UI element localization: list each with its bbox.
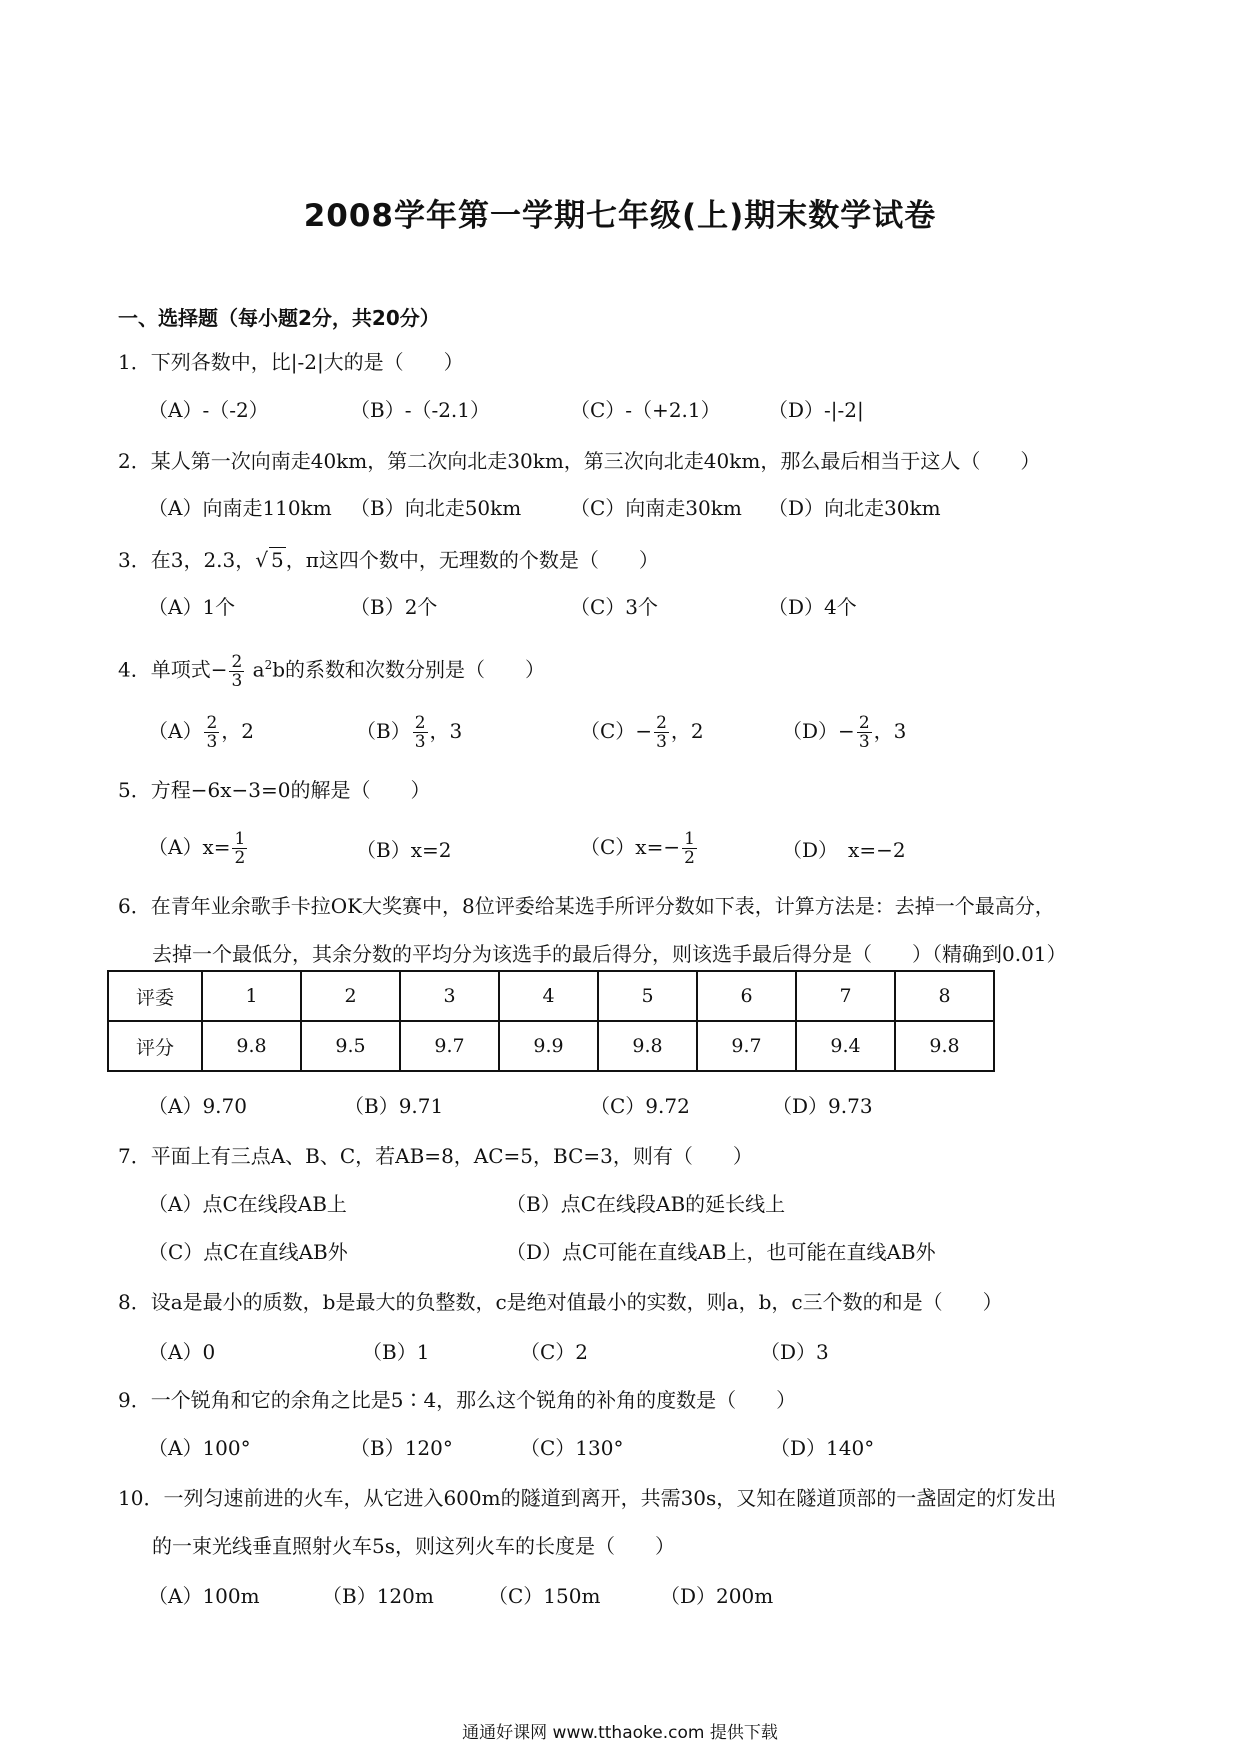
q10-option-b: （B）120m (322, 1584, 434, 1608)
row-header-judge: 评委 (108, 971, 202, 1021)
q5-option-c (580, 830, 699, 867)
option-sign: − (635, 719, 653, 743)
frac-numerator: 2 (231, 651, 243, 672)
question-2-stem: 2．某人第一次向南走40km，第二次向北走30km，第三次向北走40km，那么最后相当于这人（ ） (118, 449, 1041, 473)
table-cell: 4 (499, 971, 598, 1021)
q9-option-c: （C）130° (520, 1436, 624, 1460)
q1-option-b: （B）-（-2.1） (350, 398, 491, 422)
q1-option-c: （C）-（+2.1） (570, 398, 721, 422)
q4-stem-suffix: b的系数和次数分别是（ ） (272, 657, 546, 682)
q10-option-d: （D）200m (660, 1584, 774, 1608)
table-row-scores (108, 1021, 994, 1071)
scores-table (107, 970, 995, 1072)
q10-option-a: （A）100m (148, 1584, 260, 1608)
table-cell: 3 (400, 971, 499, 1021)
question-8-stem: 8．设a是最小的质数，b是最大的负整数，c是绝对值最小的实数，则a，b，c三个数的和是（ ） (118, 1290, 1003, 1314)
q4-option-b (356, 714, 462, 751)
frac-denominator: 3 (231, 670, 243, 691)
q6-option-c: （C）9.72 (590, 1094, 690, 1118)
question-7-stem: 7．平面上有三点A、B、C，若AB=8，AC=5，BC=3，则有（ ） (118, 1144, 753, 1168)
q6-option-d: （D）9.73 (772, 1094, 873, 1118)
option-sign: − (838, 719, 855, 743)
table-cell: 9.9 (499, 1021, 598, 1071)
q3-stem-prefix: 3．在3，2.3， (118, 548, 256, 572)
q4-option-c (580, 714, 704, 751)
q7-option-a: （A）点C在线段AB上 (148, 1192, 347, 1216)
option-label: （D） (782, 719, 839, 743)
frac-numerator: 2 (206, 713, 218, 733)
table-cell: 6 (697, 971, 796, 1021)
option-tail: ，2 (221, 719, 255, 743)
q2-option-a: （A）向南走110km (148, 496, 332, 520)
table-cell: 9.4 (796, 1021, 895, 1071)
option-label: （B） (356, 719, 411, 743)
question-5-stem: 5．方程−6x−3=0的解是（ ） (118, 778, 431, 802)
frac-denominator: 3 (656, 732, 667, 752)
footer-credit: 通通好课网 www.tthaoke.com 提供下载 (462, 1723, 778, 1743)
frac-denominator: 3 (414, 732, 426, 752)
frac-numerator: 1 (684, 829, 695, 849)
option-fraction (413, 714, 428, 751)
option-label: （C） (580, 719, 636, 743)
frac-denominator: 2 (684, 848, 695, 868)
q6-option-b: （B）9.71 (344, 1094, 444, 1118)
option-fraction (204, 714, 219, 751)
q8-option-d: （D）3 (760, 1340, 829, 1364)
table-cell: 2 (301, 971, 400, 1021)
section-heading: 一、选择题（每小题2分，共20分） (118, 306, 440, 330)
option-tail: ，3 (873, 719, 907, 743)
question-4-stem (118, 651, 545, 690)
q5-option-b: （B）x=2 (356, 838, 452, 862)
row-header-score: 评分 (108, 1021, 202, 1071)
frac-numerator: 1 (234, 829, 246, 849)
q8-option-b: （B）1 (362, 1340, 430, 1364)
q1-option-d: （D）-|-2| (768, 398, 864, 422)
page-title: 2008学年第一学期七年级(上)期末数学试卷 (303, 198, 937, 234)
q4-option-a (148, 714, 254, 751)
sqrt-radicand: 5 (271, 548, 284, 572)
q4-exponent: 2 (264, 658, 273, 672)
option-label: （C）x=− (580, 835, 681, 859)
q9-option-b: （B）120° (350, 1436, 453, 1460)
q3-option-b: （B）2个 (350, 595, 438, 619)
option-label: （A）x= (148, 835, 231, 859)
q7-option-b: （B）点C在线段AB的延长线上 (506, 1192, 786, 1216)
table-cell: 9.8 (202, 1021, 301, 1071)
table-cell: 8 (895, 971, 994, 1021)
q1-option-a: （A）-（-2） (148, 398, 269, 422)
option-label: （A） (148, 719, 203, 743)
table-cell: 5 (598, 971, 697, 1021)
q3-stem-suffix: ，π这四个数中，无理数的个数是（ ） (285, 548, 659, 572)
table-cell: 9.7 (697, 1021, 796, 1071)
q2-option-c: （C）向南走30km (570, 496, 742, 520)
frac-denominator: 3 (206, 732, 218, 752)
frac-numerator: 2 (414, 713, 426, 733)
question-10-stem-cont: 的一束光线垂直照射火车5s，则这列火车的长度是（ ） (152, 1534, 675, 1558)
question-9-stem: 9．一个锐角和它的余角之比是5∶4，那么这个锐角的补角的度数是（ ） (118, 1388, 797, 1412)
option-tail: ，2 (670, 719, 704, 743)
question-3-stem (118, 546, 659, 574)
frac-denominator: 3 (858, 732, 870, 752)
option-fraction (232, 830, 247, 867)
q3-option-c: （C）3个 (570, 595, 659, 619)
frac-numerator: 2 (858, 713, 870, 733)
q3-option-a: （A）1个 (148, 595, 236, 619)
question-6-stem: 6．在青年业余歌手卡拉OK大奖赛中，8位评委给某选手所评分数如下表，计算方法是：去掉一个最高分， (118, 894, 1055, 918)
table-cell: 1 (202, 971, 301, 1021)
question-1-stem: 1．下列各数中，比|-2|大的是（ ） (118, 350, 464, 374)
table-cell: 7 (796, 971, 895, 1021)
sqrt-five: √ 5 (255, 548, 284, 572)
q4-variable: a (246, 657, 265, 682)
frac-denominator: 2 (234, 848, 246, 868)
option-fraction (682, 830, 697, 867)
q4-stem-prefix: 4．单项式− (118, 657, 228, 682)
q8-option-c: （C）2 (520, 1340, 589, 1364)
q2-option-d: （D）向北走30km (768, 496, 941, 520)
q5-option-a (148, 830, 249, 867)
q7-option-c: （C）点C在直线AB外 (148, 1240, 348, 1264)
question-6-stem-cont: 去掉一个最低分，其余分数的平均分为该选手的最后得分，则该选手最后得分是（ ）（精确到0.01） (152, 942, 1067, 966)
q8-option-a: （A）0 (148, 1340, 216, 1364)
table-cell: 9.7 (400, 1021, 499, 1071)
q9-option-d: （D）140° (770, 1436, 875, 1460)
question-10-stem: 10．一列匀速前进的火车，从它进入600m的隧道到离开，共需30s，又知在隧道顶部的一盏固定的灯发出 (118, 1486, 1057, 1510)
q6-option-a: （A）9.70 (148, 1094, 247, 1118)
frac-numerator: 2 (656, 713, 667, 733)
q4-option-d (782, 714, 906, 751)
option-tail: ，3 (429, 719, 463, 743)
option-fraction (654, 714, 669, 751)
q7-option-d: （D）点C可能在直线AB上，也可能在直线AB外 (506, 1240, 936, 1264)
q5-option-d: （D） x=−2 (782, 838, 906, 862)
q9-option-a: （A）100° (148, 1436, 251, 1460)
table-cell: 9.8 (895, 1021, 994, 1071)
table-cell: 9.8 (598, 1021, 697, 1071)
q4-coefficient-fraction (229, 653, 244, 690)
table-row-judges (108, 971, 994, 1021)
table-cell: 9.5 (301, 1021, 400, 1071)
q2-option-b: （B）向北走50km (350, 496, 522, 520)
option-fraction (857, 714, 872, 751)
q10-option-c: （C）150m (488, 1584, 601, 1608)
q3-option-d: （D）4个 (768, 595, 857, 619)
